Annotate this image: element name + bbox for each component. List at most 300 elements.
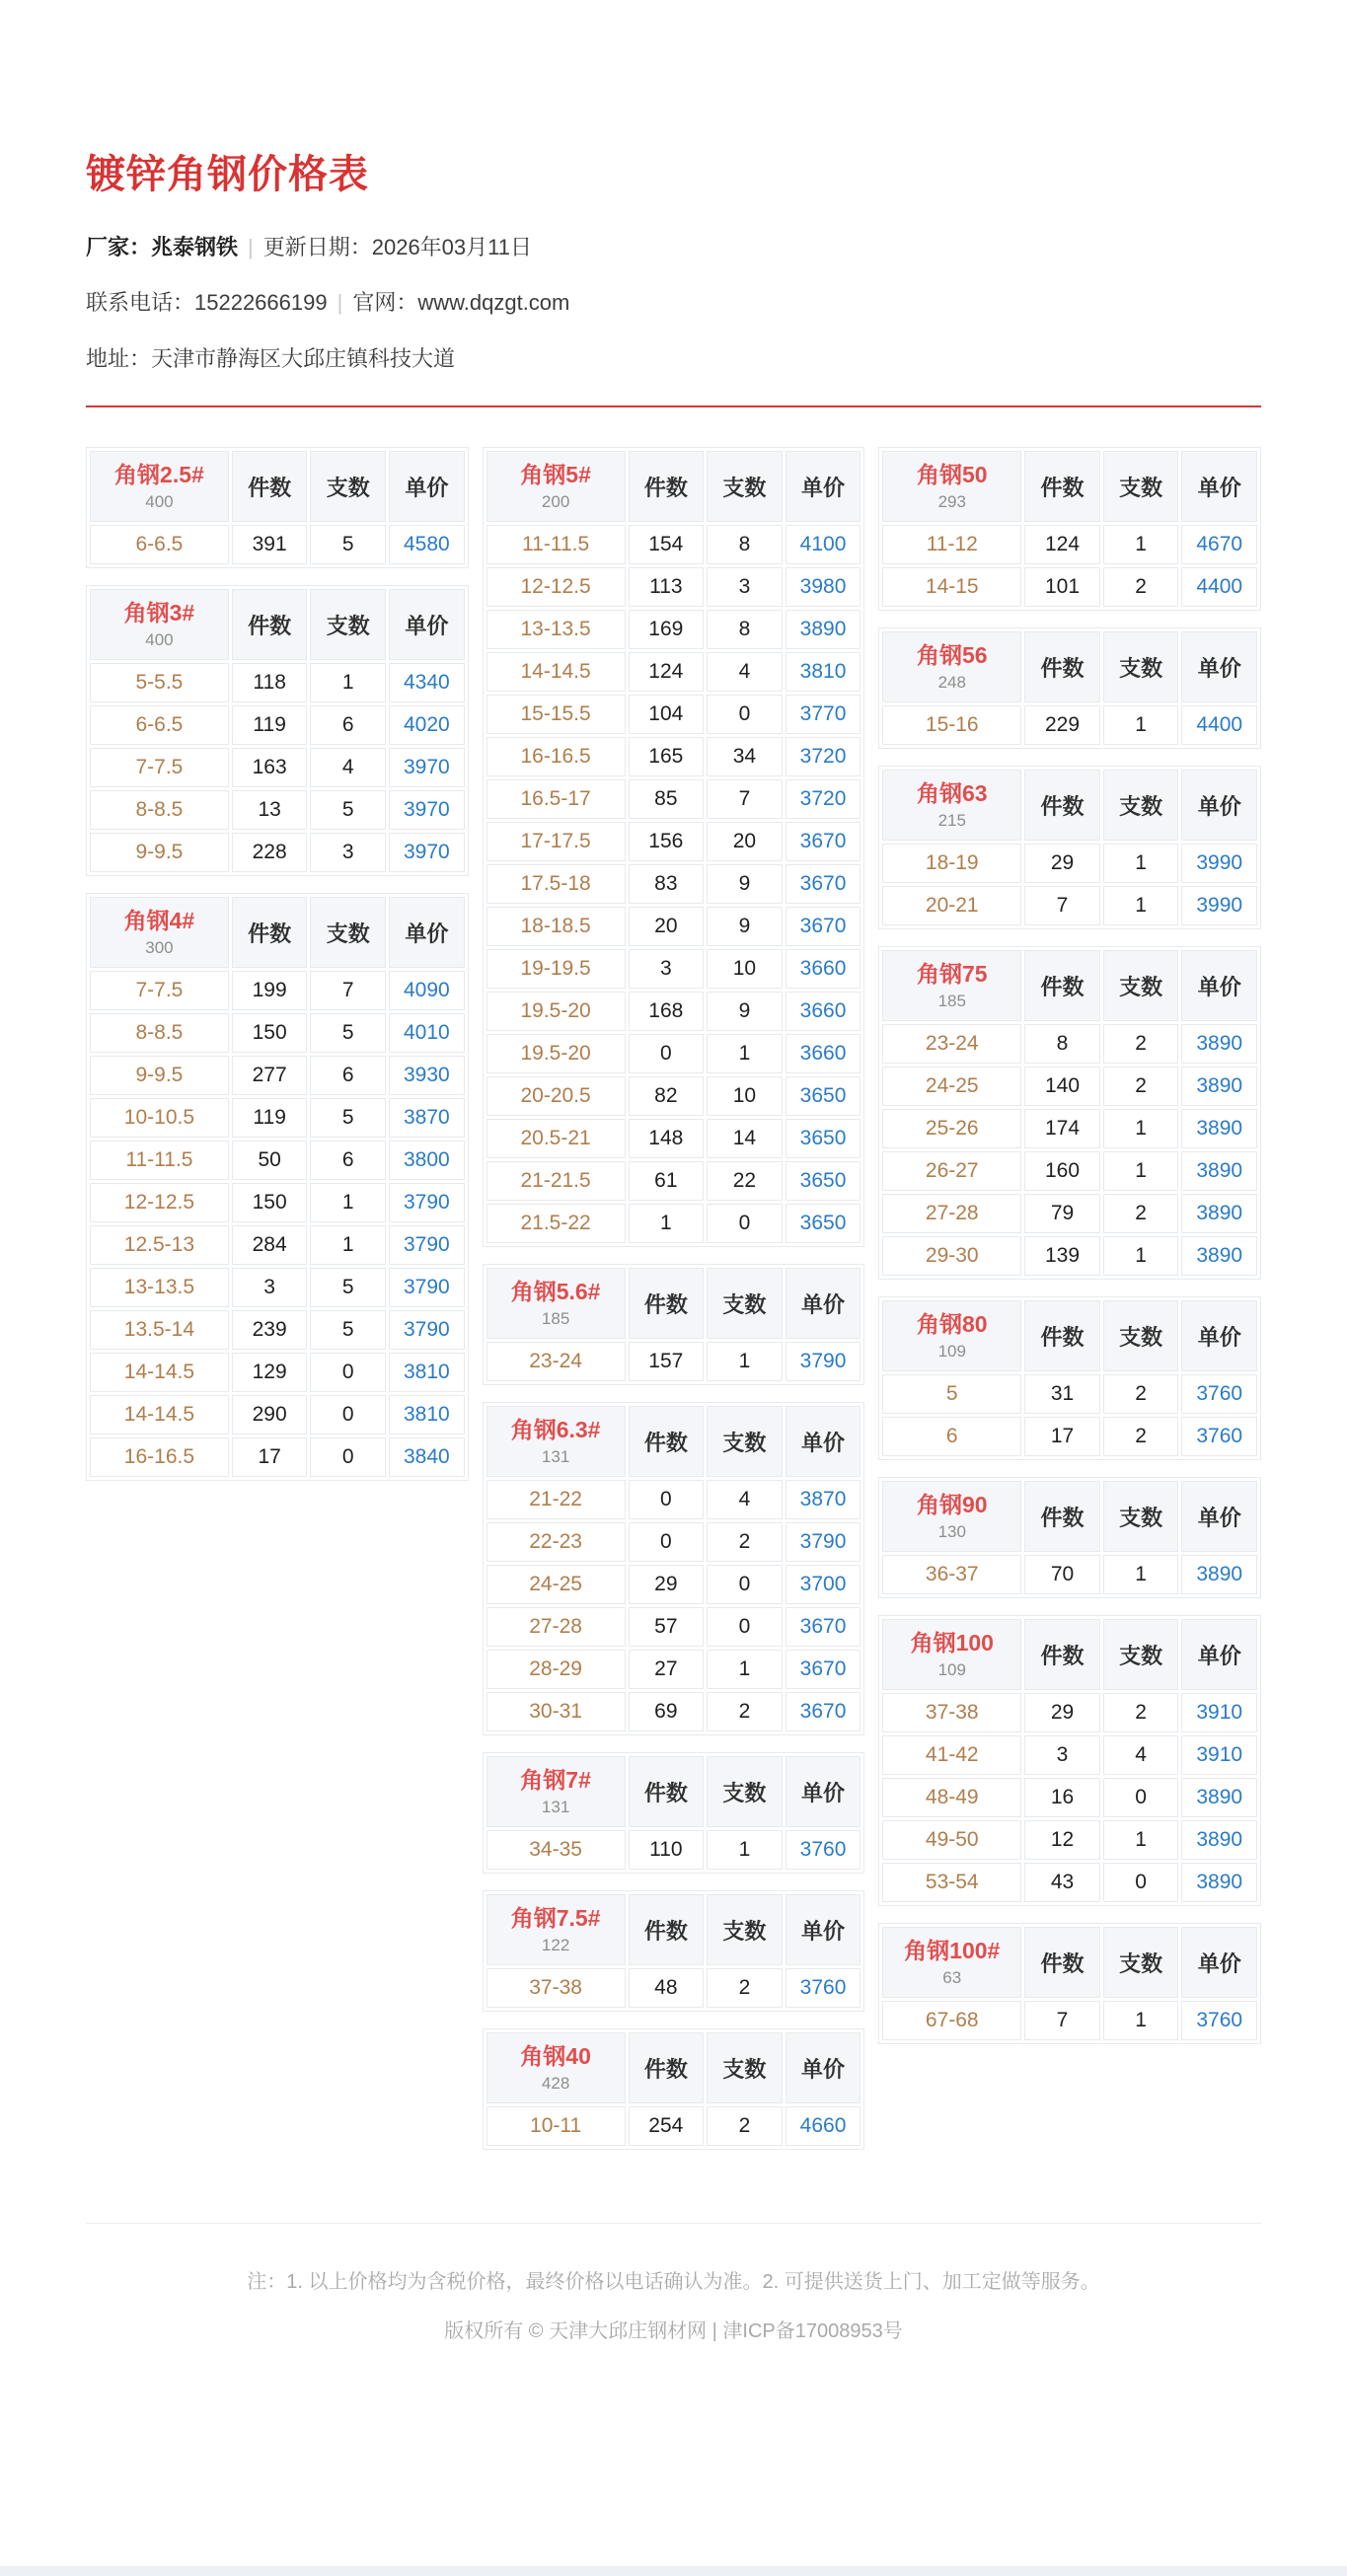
spec-range-cell: 17.5-18 xyxy=(486,864,626,904)
spec-range-cell: 8-8.5 xyxy=(90,1013,229,1053)
count-cell: 8 xyxy=(707,525,783,564)
table-row xyxy=(90,748,465,787)
count-cell: 0 xyxy=(310,1437,386,1477)
price-link[interactable]: 3760 xyxy=(1181,2001,1257,2040)
pieces-cell: 104 xyxy=(629,695,705,734)
count-cell: 1 xyxy=(310,1225,386,1265)
price-header: 单价 xyxy=(1181,1619,1257,1690)
price-link[interactable]: 3760 xyxy=(786,1830,861,1870)
spec-range-cell: 8-8.5 xyxy=(90,790,229,830)
count-cell: 4 xyxy=(707,1480,783,1519)
price-link[interactable]: 3700 xyxy=(786,1565,861,1604)
price-link[interactable]: 3910 xyxy=(1181,1693,1257,1732)
pieces-cell: 0 xyxy=(629,1034,705,1073)
spec-range-cell: 21-21.5 xyxy=(486,1161,626,1201)
product-name: 角钢75 xyxy=(916,961,988,988)
price-link[interactable]: 3890 xyxy=(1181,1555,1257,1594)
table-row xyxy=(486,822,861,861)
price-link[interactable]: 4100 xyxy=(786,525,861,564)
count-header: 支数 xyxy=(707,1756,783,1827)
table-row xyxy=(486,1480,861,1519)
price-header: 单价 xyxy=(786,451,861,522)
price-link[interactable]: 3990 xyxy=(1181,886,1257,925)
spec-range-cell: 10-10.5 xyxy=(90,1098,229,1138)
count-cell: 10 xyxy=(707,1076,783,1116)
price-header: 单价 xyxy=(389,451,465,522)
pieces-cell: 7 xyxy=(1024,2001,1100,2040)
pieces-cell: 119 xyxy=(232,705,308,745)
footer-divider xyxy=(86,2223,1261,2224)
price-table-body xyxy=(882,844,1257,925)
price-link[interactable]: 3890 xyxy=(1181,1067,1257,1106)
price-link[interactable]: 3650 xyxy=(786,1161,861,1201)
price-table xyxy=(483,2028,865,2150)
price-table xyxy=(483,1890,865,2012)
price-link[interactable]: 3970 xyxy=(389,790,465,830)
price-link[interactable]: 3970 xyxy=(389,833,465,872)
spec-range-cell: 14-15 xyxy=(882,567,1021,607)
price-link[interactable]: 3760 xyxy=(1181,1374,1257,1414)
header-row xyxy=(882,950,1257,1021)
product-stock-count: 248 xyxy=(937,672,966,692)
pieces-header: 件数 xyxy=(1024,770,1100,841)
table-row xyxy=(90,663,465,702)
count-cell: 34 xyxy=(707,737,783,776)
pieces-header: 件数 xyxy=(1024,1927,1100,1998)
price-table-body xyxy=(882,1693,1257,1902)
price-link[interactable]: 3790 xyxy=(389,1310,465,1350)
price-link[interactable]: 4340 xyxy=(389,663,465,702)
count-cell: 1 xyxy=(707,1342,783,1381)
count-cell: 9 xyxy=(707,992,783,1031)
spec-range-cell: 30-31 xyxy=(486,1692,626,1731)
pieces-cell: 165 xyxy=(629,737,705,776)
count-cell: 5 xyxy=(310,525,386,564)
pieces-cell: 8 xyxy=(1024,1024,1100,1064)
pieces-cell: 113 xyxy=(629,567,705,607)
price-header: 单价 xyxy=(786,1406,861,1477)
pieces-header: 件数 xyxy=(1024,950,1100,1021)
count-header: 支数 xyxy=(310,897,386,968)
price-table xyxy=(878,1923,1261,2044)
spec-range-cell: 14-14.5 xyxy=(90,1353,229,1392)
price-link[interactable]: 3810 xyxy=(389,1353,465,1392)
header-row xyxy=(882,770,1257,841)
count-cell: 1 xyxy=(707,1034,783,1073)
spec-range-cell: 13.5-14 xyxy=(90,1310,229,1350)
price-link[interactable]: 4400 xyxy=(1181,705,1257,745)
price-link[interactable]: 3770 xyxy=(786,695,861,734)
phone: 联系电话：15222666199 xyxy=(86,290,328,316)
price-link[interactable]: 3890 xyxy=(1181,1863,1257,1902)
table-row xyxy=(90,971,465,1010)
product-name-cell xyxy=(486,1406,626,1477)
price-table-head xyxy=(882,631,1257,702)
count-cell: 1 xyxy=(1103,525,1179,564)
spec-range-cell: 48-49 xyxy=(882,1778,1021,1817)
price-link[interactable]: 3870 xyxy=(389,1098,465,1138)
spec-range-cell: 19.5-20 xyxy=(486,1034,626,1073)
count-cell: 14 xyxy=(707,1119,783,1158)
count-cell: 0 xyxy=(310,1395,386,1435)
price-table-body xyxy=(486,1968,861,2008)
vendor-label: 厂家：兆泰钢铁 xyxy=(86,235,239,259)
table-row xyxy=(882,1693,1257,1732)
price-link[interactable]: 3810 xyxy=(786,652,861,692)
product-name-cell xyxy=(882,1481,1021,1552)
price-link[interactable]: 3890 xyxy=(1181,1109,1257,1148)
pieces-cell: 13 xyxy=(232,790,308,830)
pieces-header: 件数 xyxy=(629,2032,705,2103)
header-row xyxy=(486,2032,861,2103)
price-table-head xyxy=(486,2032,861,2103)
product-name: 角钢80 xyxy=(916,1311,988,1338)
spec-range-cell: 34-35 xyxy=(486,1830,626,1870)
pieces-header: 件数 xyxy=(232,451,308,522)
count-cell: 1 xyxy=(310,1183,386,1222)
price-table xyxy=(86,447,469,568)
header-row xyxy=(882,1927,1257,1998)
price-table-body xyxy=(486,2106,861,2146)
pieces-cell: 168 xyxy=(629,992,705,1031)
pieces-header: 件数 xyxy=(629,1406,705,1477)
pieces-cell: 29 xyxy=(1024,844,1100,883)
price-link[interactable]: 3670 xyxy=(786,1650,861,1689)
price-link[interactable]: 3660 xyxy=(786,949,861,989)
price-link[interactable]: 3660 xyxy=(786,1034,861,1073)
spec-range-cell: 12-12.5 xyxy=(90,1183,229,1222)
spec-range-cell: 16-16.5 xyxy=(486,737,626,776)
product-name: 角钢63 xyxy=(916,780,988,807)
product-name: 角钢4# xyxy=(123,908,195,934)
price-link[interactable]: 3790 xyxy=(786,1342,861,1381)
count-cell: 1 xyxy=(1103,1236,1179,1276)
price-link[interactable]: 4400 xyxy=(1181,567,1257,607)
price-link[interactable]: 3670 xyxy=(786,1692,861,1731)
count-cell: 3 xyxy=(707,567,783,607)
count-header: 支数 xyxy=(1103,451,1179,522)
price-link[interactable]: 3790 xyxy=(389,1268,465,1307)
price-table xyxy=(86,585,469,876)
product-name: 角钢2.5# xyxy=(114,462,204,488)
count-cell: 0 xyxy=(707,695,783,734)
price-link[interactable]: 4660 xyxy=(786,2106,861,2146)
pieces-cell: 43 xyxy=(1024,1863,1100,1902)
tables-grid xyxy=(86,447,1261,2150)
price-link[interactable]: 3660 xyxy=(786,992,861,1031)
table-row xyxy=(90,790,465,830)
price-link[interactable]: 3760 xyxy=(1181,1417,1257,1456)
price-table xyxy=(878,447,1261,611)
product-name: 角钢100# xyxy=(904,1938,1001,1964)
spec-range-cell: 24-25 xyxy=(486,1565,626,1604)
header-row xyxy=(882,1619,1257,1690)
spec-range-cell: 24-25 xyxy=(882,1067,1021,1106)
price-table xyxy=(878,627,1261,749)
price-link[interactable]: 3910 xyxy=(1181,1735,1257,1775)
product-name-cell xyxy=(90,589,229,660)
price-link[interactable]: 3650 xyxy=(786,1119,861,1158)
spec-range-cell: 20-21 xyxy=(882,886,1021,925)
price-link[interactable]: 3890 xyxy=(786,610,861,649)
table-row xyxy=(486,567,861,607)
price-link[interactable]: 3980 xyxy=(786,567,861,607)
price-link[interactable]: 3760 xyxy=(786,1968,861,2008)
pieces-cell: 174 xyxy=(1024,1109,1100,1148)
price-link[interactable]: 3650 xyxy=(786,1204,861,1243)
table-row xyxy=(486,525,861,564)
pieces-cell: 69 xyxy=(629,1692,705,1731)
table-column-3 xyxy=(878,447,1261,2044)
count-cell: 6 xyxy=(310,705,386,745)
price-link[interactable]: 3790 xyxy=(389,1225,465,1265)
price-link[interactable]: 3650 xyxy=(786,1076,861,1116)
product-stock-count: 300 xyxy=(145,937,174,957)
spec-range-cell: 11-11.5 xyxy=(486,525,626,564)
pieces-cell: 119 xyxy=(232,1098,308,1138)
count-header: 支数 xyxy=(707,1268,783,1339)
price-link[interactable]: 3890 xyxy=(1181,1024,1257,1064)
header-row xyxy=(486,1268,861,1339)
spec-range-cell: 20.5-21 xyxy=(486,1119,626,1158)
spec-range-cell: 23-24 xyxy=(882,1024,1021,1064)
price-link[interactable]: 3670 xyxy=(786,822,861,861)
spec-range-cell: 10-11 xyxy=(486,2106,626,2146)
spec-range-cell: 18-19 xyxy=(882,844,1021,883)
spec-range-cell: 37-38 xyxy=(486,1968,626,2008)
product-name: 角钢5.6# xyxy=(510,1279,601,1305)
pieces-cell: 139 xyxy=(1024,1236,1100,1276)
count-cell: 7 xyxy=(707,779,783,819)
product-stock-count: 428 xyxy=(541,2073,570,2093)
meta-info xyxy=(86,235,1261,372)
product-name-cell xyxy=(882,1619,1021,1690)
price-link[interactable]: 3890 xyxy=(1181,1194,1257,1233)
price-header: 单价 xyxy=(389,897,465,968)
price-link[interactable]: 4670 xyxy=(1181,525,1257,564)
price-link[interactable]: 3670 xyxy=(786,864,861,904)
spec-range-cell: 19.5-20 xyxy=(486,992,626,1031)
pieces-cell: 27 xyxy=(629,1650,705,1689)
website: 官网：www.dqzgt.com xyxy=(352,290,570,316)
product-stock-count: 400 xyxy=(145,491,174,511)
pieces-cell: 29 xyxy=(629,1565,705,1604)
header-row xyxy=(90,451,465,522)
price-link[interactable]: 4020 xyxy=(389,705,465,745)
spec-range-cell: 5-5.5 xyxy=(90,663,229,702)
pieces-cell: 85 xyxy=(629,779,705,819)
count-cell: 2 xyxy=(1103,1194,1179,1233)
table-row xyxy=(882,1236,1257,1276)
product-stock-count: 185 xyxy=(937,991,966,1010)
pieces-cell: 124 xyxy=(1024,525,1100,564)
bottom-bar xyxy=(0,2566,1347,2576)
product-stock-count: 63 xyxy=(942,1967,962,1987)
pieces-cell: 154 xyxy=(629,525,705,564)
count-cell: 7 xyxy=(310,971,386,1010)
table-row xyxy=(90,1353,465,1392)
product-name-cell xyxy=(486,1756,626,1827)
pieces-cell: 3 xyxy=(232,1268,308,1307)
price-link[interactable]: 3890 xyxy=(1181,1236,1257,1276)
table-row xyxy=(882,1067,1257,1106)
price-link[interactable]: 3890 xyxy=(1181,1778,1257,1817)
count-cell: 5 xyxy=(310,1013,386,1053)
price-header: 单价 xyxy=(1181,1300,1257,1371)
price-link[interactable]: 4580 xyxy=(389,525,465,564)
count-cell: 10 xyxy=(707,949,783,989)
price-header: 单价 xyxy=(786,2032,861,2103)
count-cell: 1 xyxy=(1103,1555,1179,1594)
pieces-header: 件数 xyxy=(1024,631,1100,702)
pieces-header: 件数 xyxy=(232,897,308,968)
price-link[interactable]: 3890 xyxy=(1181,1151,1257,1191)
price-header: 单价 xyxy=(786,1268,861,1339)
table-row xyxy=(882,1109,1257,1148)
table-row xyxy=(882,525,1257,564)
spec-range-cell: 41-42 xyxy=(882,1735,1021,1775)
price-table-head xyxy=(486,451,861,522)
table-row xyxy=(882,2001,1257,2040)
count-header: 支数 xyxy=(1103,1300,1179,1371)
table-row xyxy=(90,1098,465,1138)
price-link[interactable]: 3840 xyxy=(389,1437,465,1477)
price-link[interactable]: 3890 xyxy=(1181,1820,1257,1860)
price-link[interactable]: 3990 xyxy=(1181,844,1257,883)
pieces-cell: 150 xyxy=(232,1183,308,1222)
price-table xyxy=(483,447,865,1247)
price-table-body xyxy=(486,1342,861,1381)
spec-range-cell: 26-27 xyxy=(882,1151,1021,1191)
count-cell: 2 xyxy=(707,1522,783,1562)
price-table-head xyxy=(486,1406,861,1477)
spec-range-cell: 21-22 xyxy=(486,1480,626,1519)
spec-range-cell: 28-29 xyxy=(486,1650,626,1689)
price-link[interactable]: 3970 xyxy=(389,748,465,787)
price-table-head xyxy=(90,589,465,660)
table-row xyxy=(486,695,861,734)
pieces-cell: 239 xyxy=(232,1310,308,1350)
table-row xyxy=(882,567,1257,607)
red-divider xyxy=(86,405,1261,407)
price-link[interactable]: 4090 xyxy=(389,971,465,1010)
pieces-header: 件数 xyxy=(1024,1300,1100,1371)
table-column-2 xyxy=(483,447,865,2150)
count-cell: 2 xyxy=(1103,1693,1179,1732)
price-table xyxy=(483,1402,865,1735)
spec-range-cell: 20-20.5 xyxy=(486,1076,626,1116)
spec-range-cell: 15-15.5 xyxy=(486,695,626,734)
count-header: 支数 xyxy=(1103,631,1179,702)
price-link[interactable]: 3870 xyxy=(786,1480,861,1519)
meta-line-vendor xyxy=(86,235,1261,260)
price-table-body xyxy=(882,525,1257,607)
table-row xyxy=(486,1692,861,1731)
table-row xyxy=(486,1522,861,1562)
price-link[interactable]: 3720 xyxy=(786,779,861,819)
spec-range-cell: 19-19.5 xyxy=(486,949,626,989)
table-row xyxy=(882,1417,1257,1456)
pieces-cell: 157 xyxy=(629,1342,705,1381)
content-area xyxy=(0,150,1347,2344)
pieces-header: 件数 xyxy=(629,1894,705,1965)
price-table-head xyxy=(882,1927,1257,1998)
price-header: 单价 xyxy=(1181,451,1257,522)
table-row xyxy=(90,1437,465,1477)
table-row xyxy=(486,1204,861,1243)
header-row xyxy=(882,451,1257,522)
count-cell: 2 xyxy=(1103,567,1179,607)
price-link[interactable]: 3670 xyxy=(786,1607,861,1647)
separator: | xyxy=(337,290,343,316)
price-table-head xyxy=(486,1894,861,1965)
pieces-cell: 284 xyxy=(232,1225,308,1265)
table-row xyxy=(90,1310,465,1350)
pieces-cell: 17 xyxy=(1024,1417,1100,1456)
price-link[interactable]: 3670 xyxy=(786,907,861,946)
count-cell: 0 xyxy=(1103,1863,1179,1902)
count-cell: 2 xyxy=(707,2106,783,2146)
table-row xyxy=(486,1119,861,1158)
price-link[interactable]: 3800 xyxy=(389,1141,465,1180)
price-link[interactable]: 3930 xyxy=(389,1056,465,1095)
table-row xyxy=(882,1820,1257,1860)
count-cell: 0 xyxy=(707,1565,783,1604)
pieces-cell: 150 xyxy=(232,1013,308,1053)
product-name-cell xyxy=(486,451,626,522)
price-table-head xyxy=(90,897,465,968)
price-table xyxy=(878,766,1261,929)
count-header: 支数 xyxy=(707,1406,783,1477)
price-table-body xyxy=(90,971,465,1477)
price-link[interactable]: 3790 xyxy=(389,1183,465,1222)
price-link[interactable]: 4010 xyxy=(389,1013,465,1053)
spec-range-cell: 11-11.5 xyxy=(90,1141,229,1180)
price-table-body xyxy=(882,1374,1257,1456)
table-row xyxy=(486,779,861,819)
table-row xyxy=(882,844,1257,883)
table-row xyxy=(486,1342,861,1381)
price-table xyxy=(483,1264,865,1385)
pieces-cell: 16 xyxy=(1024,1778,1100,1817)
update-date: 更新日期：2026年03月11日 xyxy=(262,235,532,259)
header-row xyxy=(882,1481,1257,1552)
price-table-head xyxy=(486,1756,861,1827)
spec-range-cell: 53-54 xyxy=(882,1863,1021,1902)
pieces-header: 件数 xyxy=(1024,451,1100,522)
price-table-head xyxy=(882,1619,1257,1690)
pieces-cell: 277 xyxy=(232,1056,308,1095)
spec-range-cell: 9-9.5 xyxy=(90,833,229,872)
count-header: 支数 xyxy=(310,451,386,522)
count-cell: 6 xyxy=(310,1056,386,1095)
spec-range-cell: 36-37 xyxy=(882,1555,1021,1594)
price-link[interactable]: 3810 xyxy=(389,1395,465,1435)
price-link[interactable]: 3790 xyxy=(786,1522,861,1562)
product-name-cell xyxy=(90,451,229,522)
spec-range-cell: 13-13.5 xyxy=(486,610,626,649)
spec-range-cell: 21.5-22 xyxy=(486,1204,626,1243)
count-cell: 0 xyxy=(1103,1778,1179,1817)
product-name: 角钢90 xyxy=(916,1492,988,1518)
table-row xyxy=(90,1395,465,1435)
spec-range-cell: 23-24 xyxy=(486,1342,626,1381)
count-cell: 1 xyxy=(1103,1820,1179,1860)
pieces-cell: 124 xyxy=(629,652,705,692)
spec-range-cell: 18-18.5 xyxy=(486,907,626,946)
price-link[interactable]: 3720 xyxy=(786,737,861,776)
price-table-head xyxy=(882,950,1257,1021)
